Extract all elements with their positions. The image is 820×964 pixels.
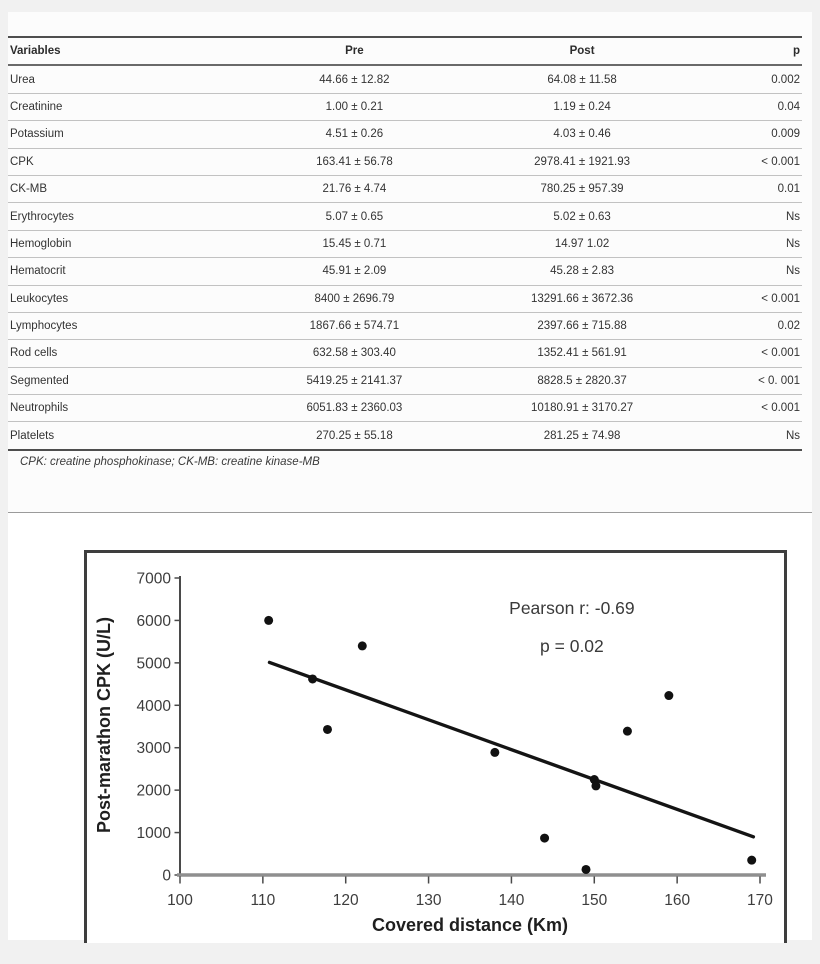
cell-p: Ns (662, 230, 802, 257)
x-tick-label: 160 (664, 892, 691, 909)
table-row (8, 175, 802, 202)
annotation-text: Pearson r: -0.69 (509, 598, 635, 619)
cell-p: < 0.001 (662, 340, 802, 367)
data-point (264, 616, 273, 625)
table-header (8, 37, 802, 65)
cell-post: 64.08 ± 11.58 (502, 65, 662, 93)
cell-variable: Hematocrit (8, 258, 207, 285)
cell-p: 0.002 (662, 65, 802, 93)
cell-pre: 632.58 ± 303.40 (207, 340, 503, 367)
data-point (664, 691, 673, 700)
cell-post: 5.02 ± 0.63 (502, 203, 662, 230)
cell-variable: Lymphocytes (8, 312, 207, 339)
header-row (8, 37, 802, 65)
x-tick-label: 150 (581, 892, 608, 909)
cell-variable: Rod cells (8, 340, 207, 367)
data-point (581, 865, 590, 874)
x-tick-label: 130 (415, 892, 442, 909)
cell-pre: 1867.66 ± 574.71 (207, 312, 503, 339)
table-row (8, 340, 802, 367)
cell-pre: 6051.83 ± 2360.03 (207, 395, 503, 422)
y-tick-label: 5000 (136, 655, 171, 673)
column-header: Variables (8, 37, 207, 65)
table-row (8, 121, 802, 148)
cell-pre: 163.41 ± 56.78 (207, 148, 503, 175)
table-row (8, 65, 802, 93)
cell-post: 1.19 ± 0.24 (502, 93, 662, 120)
column-header: Post (502, 37, 662, 65)
content-panel (8, 12, 812, 939)
annotation-text: p = 0.02 (540, 635, 604, 656)
trend-line (269, 662, 753, 836)
cell-post: 14.97 1.02 (502, 230, 662, 257)
y-tick-label: 3000 (136, 740, 171, 758)
table-row (8, 312, 802, 339)
scatter-plot (87, 553, 784, 940)
cell-variable: CK-MB (8, 175, 207, 202)
table-row (8, 148, 802, 175)
cell-p: Ns (662, 258, 802, 285)
cell-p: 0.04 (662, 93, 802, 120)
cell-pre: 8400 ± 2696.79 (207, 285, 503, 312)
cell-pre: 1.00 ± 0.21 (207, 93, 503, 120)
cell-pre: 44.66 ± 12.82 (207, 65, 503, 93)
cell-post: 10180.91 ± 3170.27 (502, 395, 662, 422)
cell-variable: Urea (8, 65, 207, 93)
y-tick-label: 2000 (136, 782, 171, 800)
table-row (8, 395, 802, 422)
chart-box (84, 550, 787, 943)
table-row (8, 258, 802, 285)
cell-p: < 0.001 (662, 395, 802, 422)
data-point (358, 641, 367, 650)
data-point (623, 727, 632, 736)
y-tick-label: 7000 (136, 570, 171, 588)
cell-post: 8828.5 ± 2820.37 (502, 367, 662, 394)
data-point (323, 725, 332, 734)
table-footnote: CPK: creatine phosphokinase; CK-MB: creatine kinase-MB (20, 456, 320, 468)
column-header: Pre (207, 37, 503, 65)
cell-pre: 5.07 ± 0.65 (207, 203, 503, 230)
table-body (8, 65, 802, 449)
cell-variable: CPK (8, 148, 207, 175)
table-row (8, 230, 802, 257)
figure-panel (8, 512, 812, 940)
cell-post: 780.25 ± 957.39 (502, 175, 662, 202)
data-point (747, 856, 756, 865)
y-axis-title: Post-marathon CPK (U/L) (94, 617, 114, 833)
data-point (591, 781, 600, 790)
data-point (490, 748, 499, 757)
cell-post: 4.03 ± 0.46 (502, 121, 662, 148)
x-tick-label: 170 (747, 892, 773, 909)
table-row (8, 285, 802, 312)
cell-p: 0.01 (662, 175, 802, 202)
data-point (540, 834, 549, 843)
table-row (8, 203, 802, 230)
y-tick-label: 1000 (136, 825, 171, 843)
x-tick-label: 120 (332, 892, 359, 909)
cell-pre: 45.91 ± 2.09 (207, 258, 503, 285)
cell-variable: Leukocytes (8, 285, 207, 312)
cell-p: < 0.001 (662, 148, 802, 175)
cell-variable: Creatinine (8, 93, 207, 120)
y-tick-label: 6000 (136, 612, 171, 630)
cell-pre: 15.45 ± 0.71 (207, 230, 503, 257)
cell-variable: Hemoglobin (8, 230, 207, 257)
cell-post: 1352.41 ± 561.91 (502, 340, 662, 367)
cell-p: 0.009 (662, 121, 802, 148)
cell-p: < 0.001 (662, 285, 802, 312)
cell-post: 2978.41 ± 1921.93 (502, 148, 662, 175)
x-tick-label: 100 (167, 892, 193, 909)
x-tick-label: 140 (498, 892, 525, 909)
cell-post: 13291.66 ± 3672.36 (502, 285, 662, 312)
cell-pre: 4.51 ± 0.26 (207, 121, 503, 148)
table-row (8, 93, 802, 120)
cell-pre: 21.76 ± 4.74 (207, 175, 503, 202)
cell-variable: Neutrophils (8, 395, 207, 422)
cell-variable: Potassium (8, 121, 207, 148)
cell-post: 2397.66 ± 715.88 (502, 312, 662, 339)
cell-post: 281.25 ± 74.98 (502, 422, 662, 450)
x-tick-label: 110 (250, 892, 276, 909)
cell-p: Ns (662, 422, 802, 450)
cell-p: < 0. 001 (662, 367, 802, 394)
data-point (308, 674, 317, 683)
cell-pre: 5419.25 ± 2141.37 (207, 367, 503, 394)
x-axis-title: Covered distance (Km) (371, 915, 569, 935)
cell-variable: Segmented (8, 367, 207, 394)
cell-variable: Erythrocytes (8, 203, 207, 230)
table-row (8, 422, 802, 450)
cell-variable: Platelets (8, 422, 207, 450)
column-header: p (662, 37, 802, 65)
cell-p: 0.02 (662, 312, 802, 339)
cell-p: Ns (662, 203, 802, 230)
table-row (8, 367, 802, 394)
cell-post: 45.28 ± 2.83 (502, 258, 662, 285)
pre-post-stats-table (8, 36, 802, 451)
cell-pre: 270.25 ± 55.18 (207, 422, 503, 450)
y-tick-label: 0 (162, 867, 171, 885)
y-tick-label: 4000 (136, 697, 171, 715)
